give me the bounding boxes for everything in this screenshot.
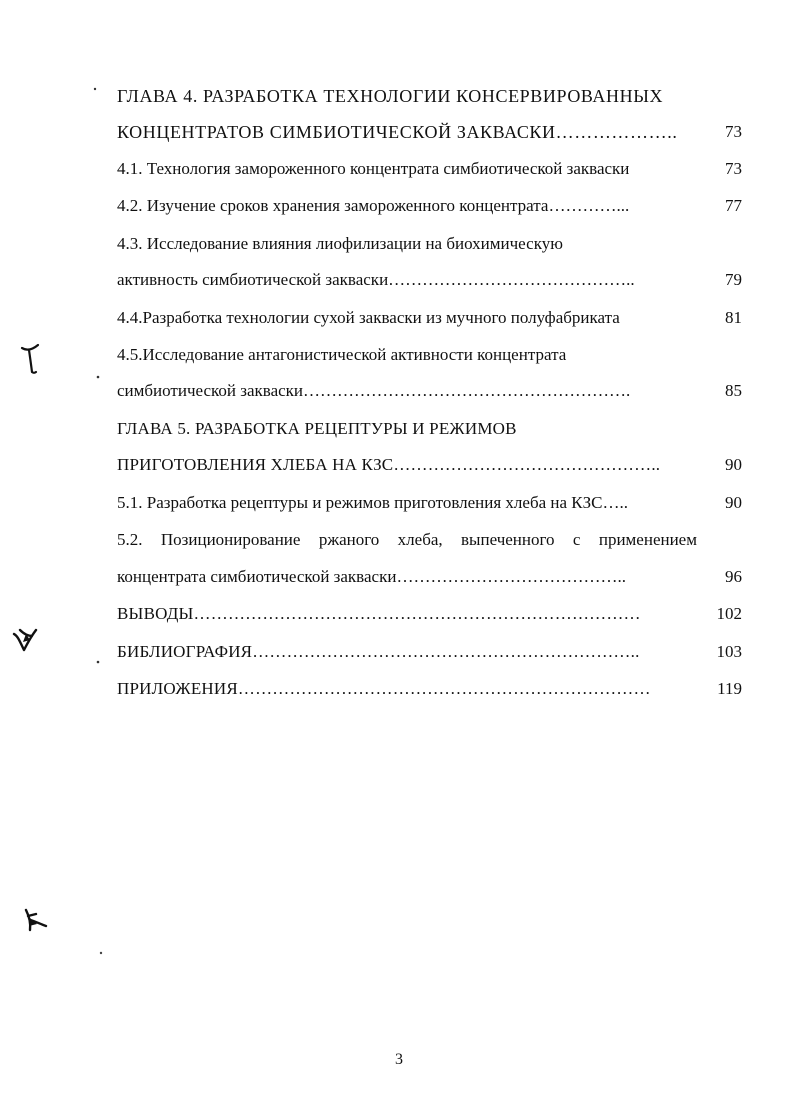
toc-section-4-5-line-2: симбиотической закваски…………………………………………………. [117,381,631,400]
toc-chapter-5-title-line-1: ГЛАВА 5. РАЗРАБОТКА РЕЦЕПТУРЫ И РЕЖИМОВ [117,419,517,438]
toc-chapter-4-title-line-2: КОНЦЕНТРАТОВ СИМБИОТИЧЕСКОЙ ЗАКВАСКИ……………….. [117,122,678,142]
toc-chapter-5-title-line-2: ПРИГОТОВЛЕНИЯ ХЛЕБА НА КЗС……………………………………….. [117,455,661,474]
scan-artifact-icon [10,624,40,656]
scan-speck-icon [98,950,104,956]
toc-section-5-2-line-1: 5.2. Позиционирование ржаного хлеба, выпеченного с применением [117,530,697,549]
toc-section-4-5-line-1: 4.5.Исследование антагонистической активности концентрата [117,345,567,364]
toc-appendices: ПРИЛОЖЕНИЯ……………………………………………………………… [117,679,651,698]
toc-page-number: 77 [725,196,742,215]
toc-conclusions: ВЫВОДЫ…………………………………………………………………… [117,604,641,623]
toc-section-4-3-line-2: активность симбиотической закваски…………………………………….. [117,270,635,289]
toc-section-4-4: 4.4.Разработка технологии сухой закваски из мучного полуфабриката [117,308,620,327]
toc-chapter-4-title-line-1: ГЛАВА 4. РАЗРАБОТКА ТЕХНОЛОГИИ КОНСЕРВИРОВАННЫХ [117,86,664,106]
page-number: 3 [395,1051,403,1068]
toc-section-4-3-line-1: 4.3. Исследование влияния лиофилизации на биохимическую [117,234,563,253]
toc-page-number: 90 [725,493,742,512]
scan-speck-icon [95,659,101,665]
scan-speck-icon [92,86,98,92]
scan-artifact-icon [20,904,50,934]
toc-section-4-2: 4.2. Изучение сроков хранения замороженного концентрата…………... [117,196,630,215]
toc-page-number: 90 [725,455,742,474]
toc-page-number: 96 [725,567,742,586]
toc-page-number: 102 [716,604,742,623]
toc-section-5-1: 5.1. Разработка рецептуры и режимов приготовления хлеба на КЗС….. [117,493,628,512]
scan-artifact-icon [18,342,44,376]
toc-page-number: 81 [725,308,742,327]
toc-page-number: 73 [725,122,742,141]
toc-page-number: 85 [725,381,742,400]
toc-page-number: 73 [725,159,742,178]
toc-page-number: 103 [716,642,742,661]
toc-page-number: 119 [717,679,742,698]
toc-bibliography: БИБЛИОГРАФИЯ………………………………………………………….. [117,642,640,661]
toc-section-4-1: 4.1. Технология замороженного концентрата симбиотической закваски [117,159,630,178]
scan-speck-icon [95,374,101,380]
toc-section-5-2-line-2: концентрата симбиотической закваски………………………………….. [117,567,626,586]
toc-page-number: 79 [725,270,742,289]
